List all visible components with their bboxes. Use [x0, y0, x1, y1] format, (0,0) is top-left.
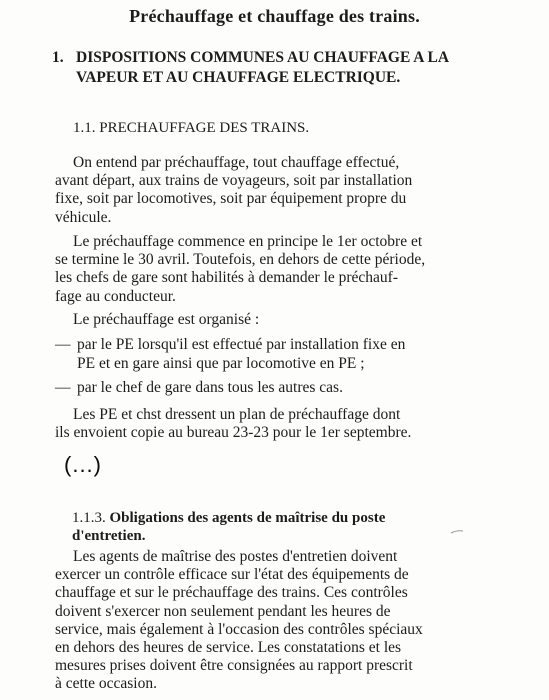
paragraph-line: ils envoient copie au bureau 23-23 pour le 1er septembre.	[55, 424, 412, 442]
paragraph-line: mesures prises doivent être consignées au rapport prescrit	[55, 657, 413, 675]
section-heading-line: VAPEUR ET AU CHAUFFAGE ELECTRIQUE.	[76, 69, 401, 86]
paragraph-line: fage au conducteur.	[55, 287, 176, 305]
section-heading-line: DISPOSITIONS COMMUNES AU CHAUFFAGE A LA	[76, 49, 450, 66]
paragraph-line: fixe, soit par locomotives, soit par équipement propre du	[55, 190, 407, 208]
paragraph-line: véhicule.	[55, 208, 112, 226]
paragraph-line: service, mais également à l'occasion des contrôles spéciaux	[55, 620, 423, 638]
omission-ellipsis: (...)	[64, 452, 102, 477]
list-item-line: par le chef de gare dans tous les autres cas.	[77, 379, 343, 396]
dash-marker: —	[55, 379, 71, 396]
page-title: Préchauffage et chauffage des trains.	[129, 6, 420, 26]
paragraph-line: On entend par préchauffage, tout chauffage effectué,	[73, 154, 400, 171]
subsection-heading-line	[72, 509, 486, 527]
paragraph-line: en dehors des heures de service. Les constatations et les	[55, 639, 402, 657]
paragraph-line: se termine le 30 avril. Toutefois, en dehors de cette période,	[55, 251, 426, 269]
list-item	[55, 335, 486, 373]
section-number: 1.	[52, 49, 64, 66]
subsection-title: d'entretien.	[72, 528, 146, 544]
paragraph-organisation	[55, 311, 486, 329]
subsection-1-1-3-heading	[72, 509, 486, 545]
paragraph-line: Les agents de maîtrise des postes d'entretien doivent	[73, 548, 398, 565]
paragraph-plan	[55, 406, 486, 442]
paragraph-definition	[55, 154, 486, 227]
paragraph-line: doivent s'exercer non seulement pendant les heures de	[55, 602, 391, 620]
list-item-line: par le PE lorsqu'il est effectué par installation fixe en	[77, 336, 406, 353]
paragraph-line: chauffage et sur le préchauffage des trains. Ces contrôles	[55, 584, 408, 602]
paragraph-period	[55, 233, 486, 306]
dash-marker: —	[55, 336, 71, 353]
subsection-number: 1.1.3.	[72, 510, 106, 526]
list-item-line: PE et en gare ainsi que par locomotive en PE ;	[77, 355, 365, 372]
paragraph-line: Le préchauffage commence en principe le 1er octobre et	[73, 233, 423, 250]
list-item	[55, 378, 486, 397]
paragraph-line: exercer un contrôle efficace sur l'état des équipements de	[55, 566, 409, 584]
subsection-title: Obligations des agents de maîtrise du poste	[109, 510, 386, 526]
subsection-1-1-heading: 1.1. PRECHAUFFAGE DES TRAINS.	[73, 120, 310, 136]
paragraph-line: les chefs de gare sont habilités à demander le préchauf-	[55, 269, 398, 287]
paragraph-line: Les PE et chst dressent un plan de préchauffage dont	[73, 406, 401, 423]
paragraph-line: à cette occasion.	[55, 675, 157, 693]
paragraph-line: avant départ, aux trains de voyageurs, soit par installation	[55, 172, 413, 190]
pencil-mark	[450, 528, 464, 536]
paragraph-line: Le préchauffage est organisé :	[73, 311, 260, 328]
paragraph-obligations	[55, 548, 486, 694]
